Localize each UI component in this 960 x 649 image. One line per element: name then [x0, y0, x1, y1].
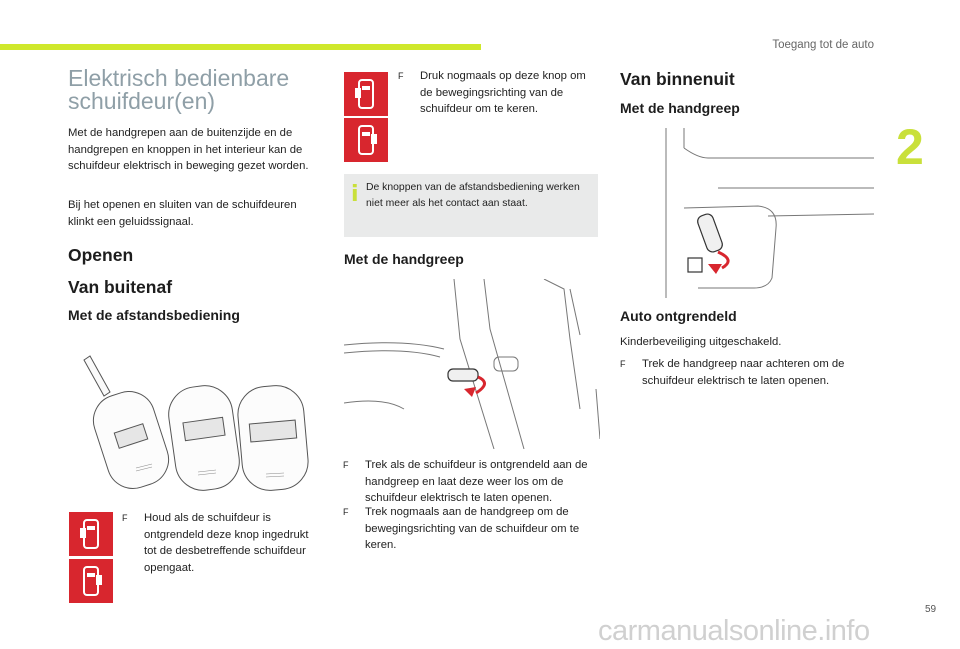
info-icon: i — [351, 182, 359, 207]
intro-paragraph: Met de handgrepen aan de buitenzijde en de handgrepen en knoppen in het interieur kan de schuifdeur elektrisch in beweging gezet worden. — [68, 127, 309, 173]
accent-bar — [0, 44, 481, 50]
title-line-2: schuifdeur(en) — [68, 88, 216, 114]
bullet-marker: F — [122, 513, 128, 523]
chapter-number: 2 — [896, 119, 924, 175]
heading-openen: Openen — [68, 245, 134, 265]
sliding-door-right-icon — [344, 118, 388, 162]
bullet-trek-binnen — [620, 356, 874, 389]
page-title — [68, 67, 289, 113]
bullet-marker: F — [343, 507, 349, 517]
bullet-marker: F — [398, 71, 404, 81]
bullet-houd — [122, 510, 322, 576]
bullet-trek-binnen-text: Trek de handgreep naar achteren om de schuifdeur elektrisch te laten openen. — [642, 358, 845, 387]
bullet-trek-nogmaals — [343, 504, 595, 554]
heading-met-de-handgreep: Met de handgreep — [344, 251, 464, 267]
sliding-door-right-icon — [69, 559, 113, 603]
heading-van-binnenuit: Van binnenuit — [620, 69, 735, 89]
watermark: carmanualsonline.info — [598, 615, 870, 647]
interior-handle-illustration — [658, 128, 874, 298]
bullet-druk — [398, 68, 598, 118]
bullet-trek — [343, 457, 595, 507]
sliding-door-left-icon — [344, 72, 388, 116]
bullet-trek-nogmaals-text: Trek nogmaals aan de handgreep om de bewegingsrichting van de schuifdeur om te keren. — [365, 506, 580, 552]
bullet-houd-text: Houd als de schuifdeur is ontgrendeld deze knop ingedrukt tot de desbetreffende schuifdeur opengaat. — [144, 512, 309, 574]
heading-auto-ontgrendeld: Auto ontgrendeld — [620, 308, 737, 324]
bullet-druk-text: Druk nogmaals op deze knop om de bewegingsrichting van de schuifdeur om te keren. — [420, 70, 586, 116]
bullet-marker: F — [620, 359, 626, 369]
sliding-door-left-icon — [69, 512, 113, 556]
sound-paragraph: Bij het openen en sluiten van de schuifdeuren klinkt een geluidssignaal. — [68, 199, 297, 228]
key-fob-illustration — [80, 352, 320, 498]
title-line-1: Elektrisch bedienbare — [68, 65, 290, 91]
exterior-handle-illustration — [344, 279, 600, 449]
page-number: 59 — [925, 604, 937, 615]
info-box — [344, 174, 598, 237]
heading-met-de-handgreep-binnen: Met de handgreep — [620, 100, 740, 116]
bullet-trek-text: Trek als de schuifdeur is ontgrendeld aan de handgreep en laat deze weer los om de schuifdeur elektrisch te laten openen. — [365, 459, 588, 505]
info-text: De knoppen van de afstandsbediening werken niet meer als het contact aan staat. — [366, 182, 580, 209]
kinderbeveiliging-text: Kinderbeveiliging uitgeschakeld. — [620, 336, 782, 348]
bullet-marker: F — [343, 460, 349, 470]
section-header: Toegang tot de auto — [772, 39, 874, 51]
heading-afstandsbediening: Met de afstandsbediening — [68, 307, 240, 323]
heading-van-buitenaf: Van buitenaf — [68, 277, 173, 297]
